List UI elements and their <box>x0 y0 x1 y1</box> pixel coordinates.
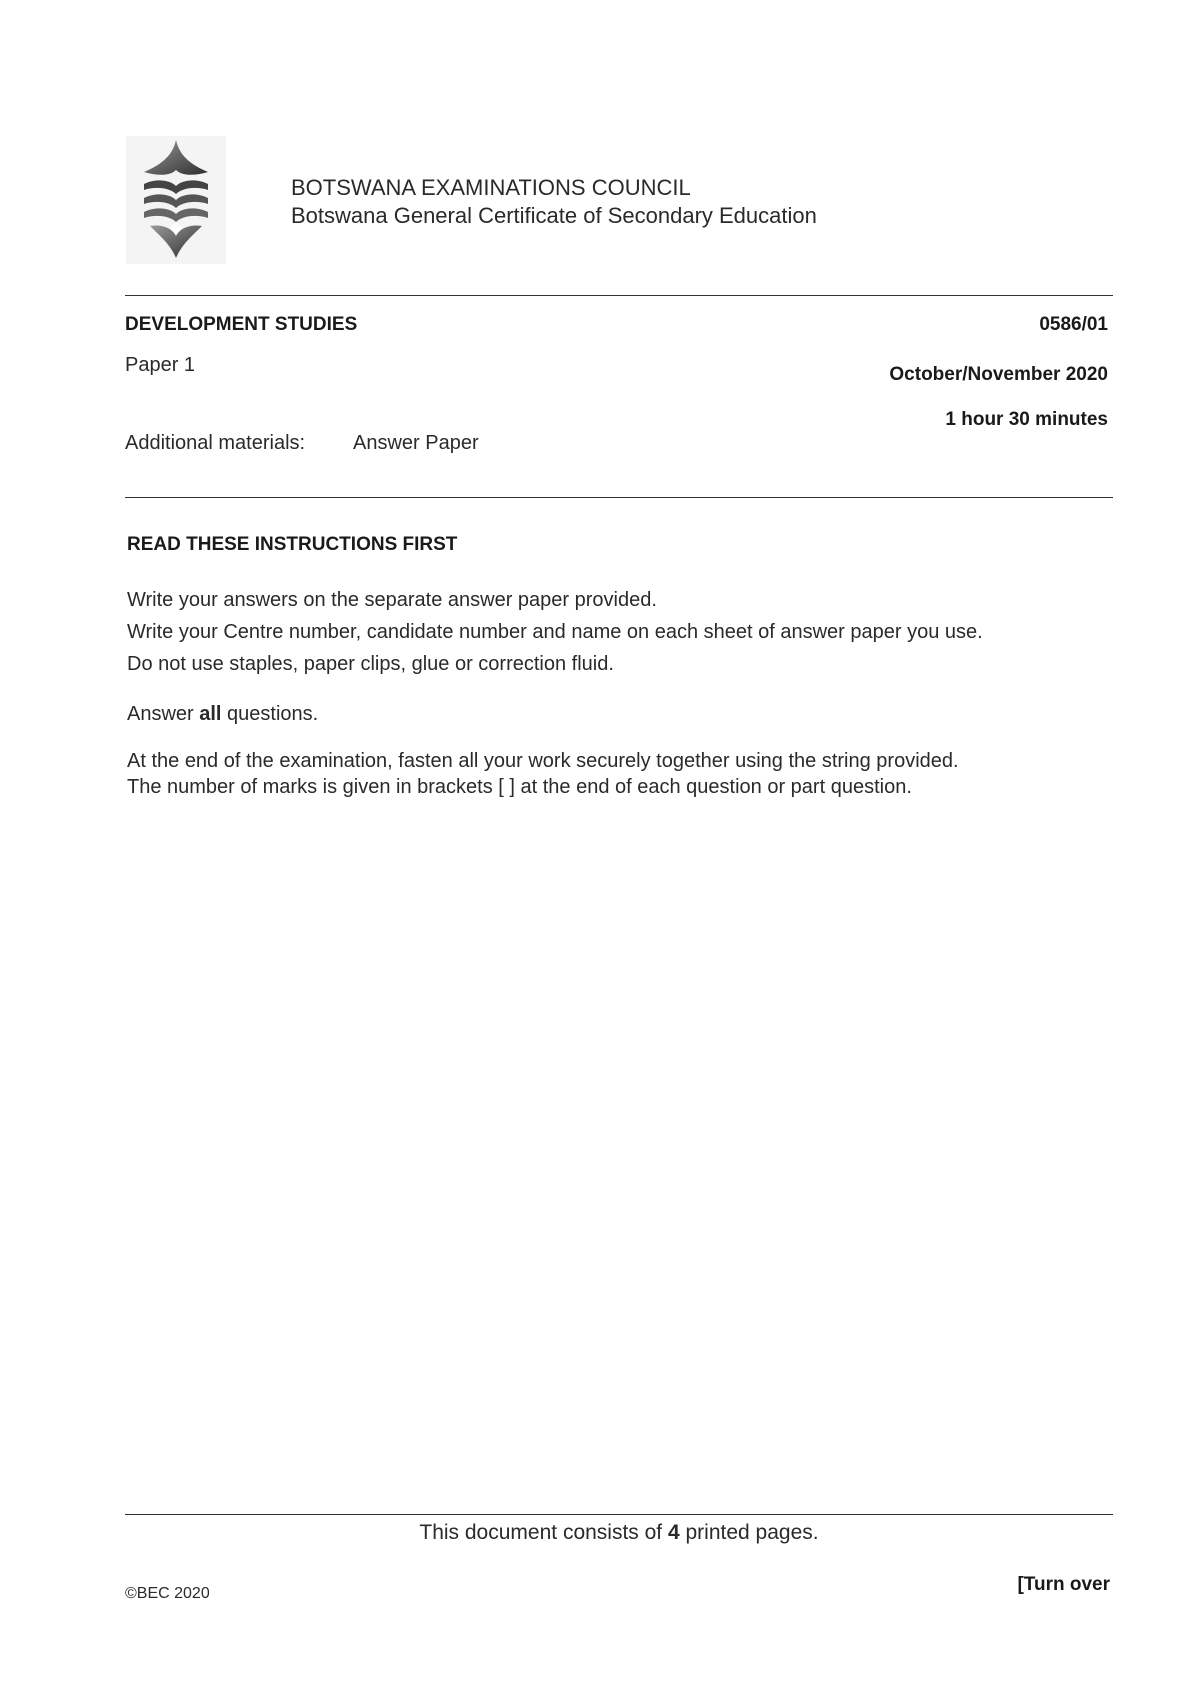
instruction-answer-all <box>127 698 1107 730</box>
syllabus-code: 0586/01 <box>1039 314 1108 335</box>
instruction-line: At the end of the examination, fasten all your work securely together using the string provided. <box>127 750 959 772</box>
answer-emphasis: all <box>199 703 222 725</box>
instructions-body <box>127 584 1107 800</box>
instructions-heading: READ THESE INSTRUCTIONS FIRST <box>127 534 458 555</box>
answer-pre-text: Answer <box>127 703 200 725</box>
bec-emblem-icon <box>126 136 226 264</box>
pages-pre-text: This document consists of <box>419 1521 668 1544</box>
exam-duration: 1 hour 30 minutes <box>945 409 1108 430</box>
copyright-notice: ©BEC 2020 <box>125 1585 210 1602</box>
top-divider <box>125 295 1113 296</box>
additional-materials <box>125 432 479 455</box>
pages-count: 4 <box>667 1521 680 1544</box>
exam-session: October/November 2020 <box>889 364 1108 385</box>
instruction-line: The number of marks is given in brackets [ ] at the end of each question or part question. <box>127 776 912 798</box>
qualification-name: Botswana General Certificate of Secondary Education <box>291 203 817 228</box>
page-count-note <box>0 1521 1200 1545</box>
answer-post-text: questions. <box>221 703 319 725</box>
council-block <box>291 174 817 230</box>
instruction-line: Write your answers on the separate answer paper provided. <box>127 589 657 611</box>
materials-label: Additional materials: <box>125 432 306 454</box>
paper-number: Paper 1 <box>125 354 196 376</box>
subject-title: DEVELOPMENT STUDIES <box>125 314 358 335</box>
bottom-divider <box>125 1514 1113 1515</box>
pages-post-text: printed pages. <box>679 1521 819 1544</box>
turn-over-label: [Turn over <box>1017 1574 1110 1595</box>
materials-value: Answer Paper <box>353 432 479 454</box>
instruction-line: Do not use staples, paper clips, glue or correction fluid. <box>127 653 614 675</box>
middle-divider <box>125 497 1113 498</box>
instruction-line: Write your Centre number, candidate number and name on each sheet of answer paper you use. <box>127 621 983 643</box>
council-name: BOTSWANA EXAMINATIONS COUNCIL <box>291 175 691 200</box>
